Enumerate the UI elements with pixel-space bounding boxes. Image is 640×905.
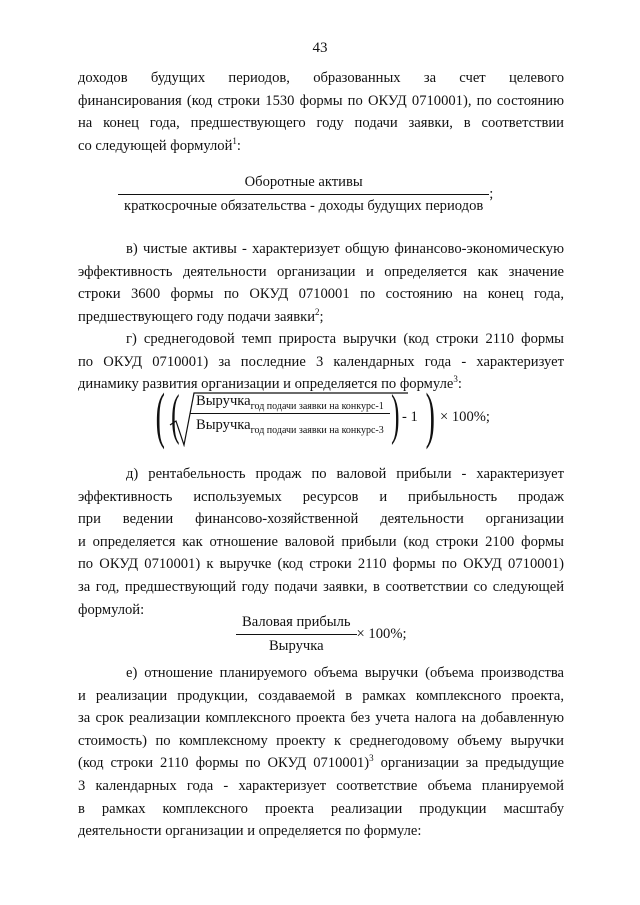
left-paren-icon: ( (155, 382, 165, 450)
formula-tail: ; (489, 186, 494, 202)
paragraph-d (78, 463, 564, 621)
text-line: деятельности организации и определяется по формуле: (78, 823, 422, 840)
paragraph-v (78, 238, 564, 328)
footnote-ref: 3 (369, 753, 374, 764)
inner-right-paren-icon: ) (391, 384, 400, 446)
formula-gross-margin (236, 614, 407, 655)
formula-denominator: Выручка$_{год подачи заявки на конкурс-3}$ (190, 413, 390, 434)
footnote-ref: 3 (453, 374, 458, 385)
text-line: по ОКУД 0710001) за последние 3 календарных года - характеризует (78, 353, 564, 370)
formula-tail: × 100%; (356, 626, 407, 642)
formula-tail: × 100%; (440, 409, 490, 425)
text-line: формулой: (78, 601, 145, 618)
text-line: финансирования (код строки 1530 формы по ОКУД 0710001), по состоянию (78, 92, 564, 109)
formula-numerator: Оборотные активы (244, 174, 363, 190)
text-line: со следующей формулой$^1$: (78, 135, 241, 154)
text-line: и реализации продукции, создаваемой в рамках комплексного проекта, (78, 687, 564, 704)
text-line: и определяется как отношение валовой прибыли (код строки 2100 формы (78, 533, 564, 550)
inner-left-paren-icon: ( (171, 384, 180, 446)
formula-denominator: Выручка (236, 634, 357, 655)
text-line: в) чистые активы - характеризует общую финансово-экономическую (126, 241, 564, 257)
text-line: при ведении финансово-хозяйственной деятельности организации (78, 511, 564, 528)
text-line: г) среднегодовой темп прироста выручки (код строки 2110 формы (126, 331, 564, 347)
text-line: предшествующего году подачи заявки$^2$; (78, 306, 324, 325)
text-line: по ОКУД 0710001) к выручке (код строки 2110 формы по ОКУД 0710001) (78, 556, 564, 573)
paragraph-continuation (78, 67, 564, 157)
text-line: (код строки 2110 формы по ОКУД 0710001)$^3$ организации за предыдущие (78, 753, 564, 772)
formula-revenue-growth (150, 382, 490, 455)
text-line: за год, предшествующий году подачи заявки, в соответствии со следующей (78, 578, 564, 595)
text-line: доходов будущих периодов, образованных за счет целевого (78, 70, 564, 86)
text-line: эффективность используемых ресурсов и прибыльность продаж (78, 488, 564, 505)
page-number: 43 (312, 40, 328, 56)
text-line: эффективность деятельности организации и определяется как значение (78, 263, 564, 280)
text-line: строки 3600 формы по ОКУД 0710001 по состоянию на конец года, (78, 286, 564, 303)
formula-denominator: краткосрочные обязательства - доходы будущих периодов (118, 194, 489, 215)
formula-numerator: Выручка$_{год подачи заявки на конкурс-1}$ (196, 393, 384, 412)
footnote-ref: 1 (232, 135, 237, 146)
text-line: за срок реализации комплексного проекта без учета налога на добавленную (78, 710, 564, 727)
formula-current-ratio (118, 174, 493, 215)
text-line: д) рентабельность продаж по валовой прибыли - характеризует (126, 466, 564, 482)
text-line: на конец года, предшествующего году подачи заявки, в соответствии (78, 115, 564, 132)
text-line: е) отношение планируемого объема выручки (объема производства (126, 665, 564, 681)
text-line: динамику развития организации и определяется по формуле$^3$: (78, 374, 462, 393)
formula-numerator: Валовая прибыль (242, 614, 351, 630)
paragraph-e (78, 662, 564, 843)
text-line: в рамках комплексного проекта реализации продукции масштабу (78, 800, 564, 817)
text-line: 3 календарных года - характеризует соответствие объема планируемой (78, 777, 564, 794)
formula-minus-one: - 1 (402, 409, 418, 425)
footnote-ref: 2 (315, 306, 320, 317)
right-paren-icon: ) (425, 382, 435, 450)
text-line: стоимость) по комплексному проекту к среднегодовому объему выручки (78, 732, 564, 749)
